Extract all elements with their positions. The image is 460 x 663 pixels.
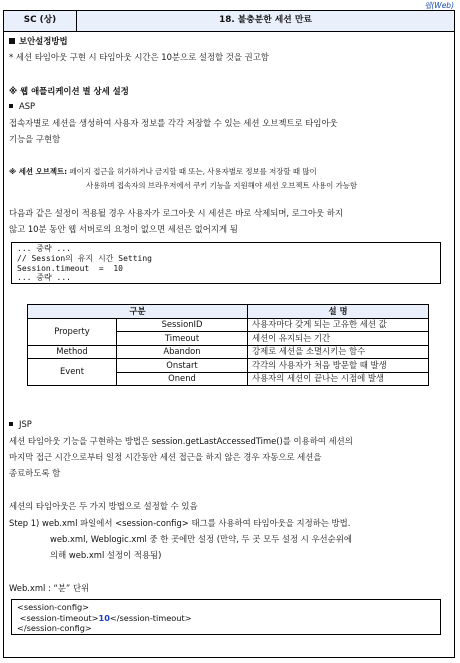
web-xml-code-box — [11, 599, 441, 635]
jsp-label: JSP — [9, 419, 32, 430]
asp-para-3: 다음과 같은 설정이 적용될 경우 사용자가 로그아웃 시 세션은 바로 삭제되며, 로그아웃 하지 — [9, 208, 343, 218]
asp-para-4: 않고 10분 동안 웹 서버로의 요청이 없으면 세션은 없어지게 됨 — [9, 224, 238, 234]
square-bullet-icon — [9, 104, 13, 108]
square-bullet-icon — [9, 422, 13, 426]
code-line: ... 중략 ... — [17, 244, 71, 253]
page-title: 18. 불충분한 세션 만료 — [219, 15, 312, 26]
code-line: <session-config> — [17, 602, 90, 612]
session-object-note-2: 사용하며 접속자의 브라우저에서 쿠키 기능을 지원해야 세션 오브젝트 사용이 가능함 — [86, 181, 358, 190]
jsp-para-1: 세션 타임아웃 기능을 구현하는 방법은 session.getLastAccessedTime()를 이용하여 세션의 — [9, 436, 353, 446]
session-properties-table — [27, 304, 429, 386]
desc-cell: 세션이 유지되는 기간 — [248, 332, 429, 346]
desc-cell: 강제로 세션을 소멸시키는 함수 — [248, 345, 429, 359]
policy-heading: 보안설정방법 — [9, 36, 68, 47]
table-row — [28, 345, 429, 359]
web-tag: 웹(Web) — [424, 1, 454, 10]
code-line: // Session의 유지 시간 Setting — [17, 253, 152, 263]
webapp-heading: ※ 웹 애플리케이션 별 상세 설정 — [9, 86, 129, 96]
group-cell: Method — [28, 345, 117, 359]
asp-para-2: 기능을 구현함 — [9, 134, 61, 144]
name-cell: Abandon — [117, 345, 248, 359]
step1-line-3: 의해 web.xml 설정이 적용됨) — [50, 550, 162, 560]
code-line: Session.timeout = 10 — [17, 263, 123, 273]
name-cell: Onend — [117, 372, 248, 386]
code-line: ... 중략 ... — [17, 273, 71, 283]
desc-cell: 사용자마다 갖게 되는 고유한 세션 값 — [248, 318, 429, 332]
policy-text: * 세션 타임아웃 구현 시 타임아웃 시간은 10분으로 설정할 것을 권고함 — [9, 52, 269, 62]
table-row — [28, 359, 429, 373]
table-header-category: 구분 — [28, 305, 248, 319]
name-cell: SessionID — [117, 318, 248, 332]
jsp-para-3: 종료하도록 함 — [9, 468, 61, 478]
code-line: </session-config> — [17, 623, 92, 634]
group-cell: Property — [28, 318, 117, 345]
asp-para-1: 접속자별로 세션을 생성하여 사용자 정보를 각각 저장할 수 있는 세션 오브젝트로 타임아웃 — [9, 118, 338, 128]
code-line: <session-timeout>10</session-timeout> — [17, 612, 192, 623]
session-object-note: ※ 세션 오브젝트: 페이지 접근을 허가하거나 금지할 때 또는, 사용자별로 정보를 저장할 때 많이 — [9, 167, 317, 176]
asp-label: ASP — [9, 101, 35, 112]
table-row — [28, 318, 429, 332]
severity-level: SC (상) — [4, 11, 77, 31]
name-cell: Onstart — [117, 359, 248, 373]
jsp-para-4: 세션의 타임아웃은 두 가지 방법으로 설정할 수 있음 — [9, 501, 198, 511]
web-xml-unit-label: Web.xml : “분” 단위 — [9, 583, 90, 593]
asp-code-box — [11, 242, 441, 284]
square-bullet-icon — [9, 38, 15, 44]
name-cell: Timeout — [117, 332, 248, 346]
desc-cell: 사용자의 세션이 끝나는 시점에 발생 — [248, 372, 429, 386]
table-header-description: 설 명 — [248, 305, 429, 319]
header-bar — [4, 11, 454, 32]
jsp-para-2: 마지막 접근 시간으로부터 일정 시간동안 세션 접근을 하지 않은 경우 자동으로 세션을 — [9, 452, 322, 462]
group-cell: Event — [28, 359, 117, 386]
step1-line-2: web.xml, Weblogic.xml 중 한 곳에만 설정 (만약, 두 곳 모두 설정 시 우선순위에 — [50, 534, 352, 544]
desc-cell: 각각의 사용자가 처음 방문할 때 발생 — [248, 359, 429, 373]
timeout-value: 10 — [98, 612, 110, 623]
step1-line-1: Step 1) web.xml 파일에서 <session-config> 태그를 사용하여 타임아웃을 지정하는 방법. — [9, 518, 351, 528]
